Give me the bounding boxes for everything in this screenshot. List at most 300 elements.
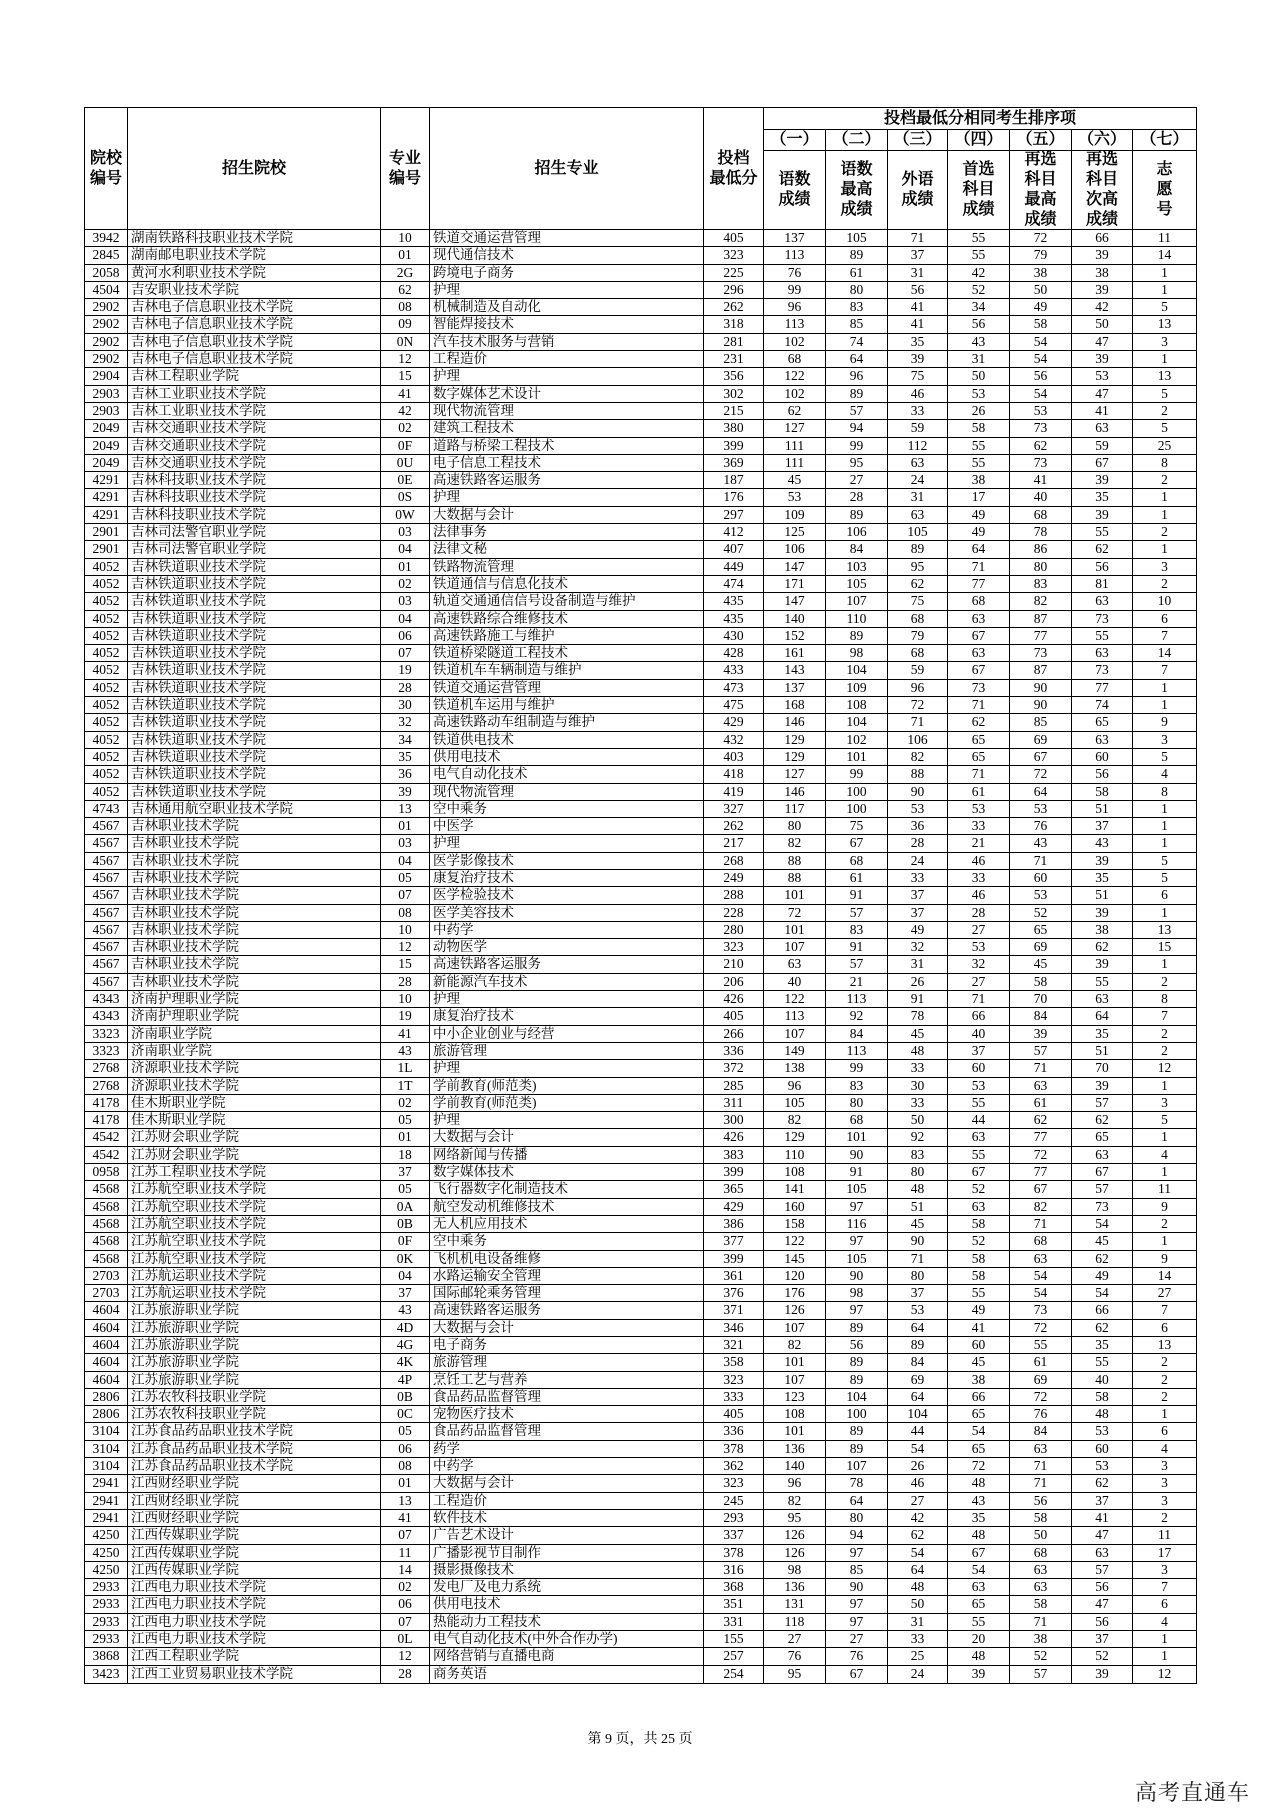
cell-school-name: 济南护理职业学院 <box>128 991 381 1008</box>
cell-major-code: 0C <box>381 1406 430 1423</box>
cell-school-code: 3423 <box>85 1666 128 1683</box>
cell-rank-4-score: 41 <box>948 1320 1010 1337</box>
cell-school-name: 黄河水利职业技术学院 <box>128 265 381 282</box>
cell-rank-5-score: 77 <box>1010 1129 1072 1146</box>
cell-rank-7-wish-number: 1 <box>1133 541 1196 558</box>
cell-rank-4-score: 67 <box>948 662 1010 679</box>
cell-school-name: 吉林工业职业技术学院 <box>128 386 381 403</box>
cell-rank-2-score: 97 <box>826 1545 888 1562</box>
cell-major-code: 41 <box>381 1026 430 1043</box>
cell-rank-6-score: 70 <box>1072 1060 1133 1077</box>
cell-rank-3-score: 25 <box>888 1648 948 1665</box>
cell-rank-3-score: 37 <box>888 1285 948 1302</box>
cell-rank-6-score: 73 <box>1072 1199 1133 1216</box>
cell-min-score: 371 <box>704 1302 764 1319</box>
header-school-code: 院校 编号 <box>85 108 128 230</box>
cell-rank-4-score: 44 <box>948 1112 1010 1129</box>
cell-rank-1-score: 140 <box>764 611 826 628</box>
cell-rank-2-score: 97 <box>826 1302 888 1319</box>
cell-rank-4-score: 39 <box>948 1666 1010 1683</box>
cell-rank-2-score: 91 <box>826 887 888 904</box>
cell-major-code: 1T <box>381 1078 430 1095</box>
cell-school-name: 吉林铁道职业技术学院 <box>128 611 381 628</box>
cell-min-score: 333 <box>704 1389 764 1406</box>
cell-rank-7-wish-number: 5 <box>1133 420 1196 437</box>
cell-rank-7-wish-number: 27 <box>1133 1285 1196 1302</box>
cell-rank-3-score: 68 <box>888 611 948 628</box>
cell-rank-1-score: 40 <box>764 974 826 991</box>
cell-major-code: 02 <box>381 1579 430 1596</box>
cell-school-code: 4604 <box>85 1302 128 1319</box>
cell-school-name: 吉林科技职业技术学院 <box>128 472 381 489</box>
cell-rank-4-score: 46 <box>948 887 1010 904</box>
cell-school-code: 2903 <box>85 386 128 403</box>
cell-rank-7-wish-number: 1 <box>1133 1078 1196 1095</box>
cell-rank-2-score: 97 <box>826 1614 888 1631</box>
cell-school-code: 4178 <box>85 1112 128 1129</box>
cell-rank-2-score: 85 <box>826 316 888 333</box>
cell-min-score: 432 <box>704 732 764 749</box>
cell-major-code: 01 <box>381 818 430 835</box>
cell-rank-4-score: 72 <box>948 1458 1010 1475</box>
cell-rank-4-score: 49 <box>948 524 1010 541</box>
cell-rank-7-wish-number: 1 <box>1133 801 1196 818</box>
cell-rank-7-wish-number: 5 <box>1133 749 1196 766</box>
cell-school-name: 吉林司法警官职业学院 <box>128 541 381 558</box>
cell-rank-2-score: 90 <box>826 1579 888 1596</box>
cell-school-name: 江西工业贸易职业技术学院 <box>128 1666 381 1683</box>
cell-rank-4-score: 55 <box>948 1095 1010 1112</box>
cell-rank-2-score: 85 <box>826 1562 888 1579</box>
cell-major-name: 高速铁路客运服务 <box>430 956 704 973</box>
cell-rank-5-score: 84 <box>1010 1423 1072 1440</box>
cell-rank-5-score: 86 <box>1010 541 1072 558</box>
cell-min-score: 449 <box>704 559 764 576</box>
cell-rank-6-score: 67 <box>1072 455 1133 472</box>
cell-major-code: 05 <box>381 1423 430 1440</box>
cell-rank-2-score: 68 <box>826 1112 888 1129</box>
header-tiebreak-title: 投档最低分相同考生排序项 <box>764 108 1196 130</box>
cell-rank-7-wish-number: 1 <box>1133 835 1196 852</box>
cell-rank-1-score: 147 <box>764 593 826 610</box>
cell-school-code: 4567 <box>85 887 128 904</box>
cell-min-score: 281 <box>704 334 764 351</box>
cell-school-name: 江苏食品药品职业技术学院 <box>128 1458 381 1475</box>
cell-rank-6-score: 74 <box>1072 697 1133 714</box>
cell-school-code: 2049 <box>85 420 128 437</box>
cell-major-code: 06 <box>381 1441 430 1458</box>
cell-min-score: 331 <box>704 1614 764 1631</box>
cell-rank-1-score: 82 <box>764 835 826 852</box>
cell-school-name: 江西电力职业技术学院 <box>128 1614 381 1631</box>
header-rank-4-label: 首选 科目 成绩 <box>948 151 1010 230</box>
cell-school-code: 4052 <box>85 576 128 593</box>
cell-rank-5-score: 82 <box>1010 1199 1072 1216</box>
cell-rank-6-score: 39 <box>1072 282 1133 299</box>
cell-major-code: 35 <box>381 749 430 766</box>
cell-rank-3-score: 33 <box>888 1095 948 1112</box>
cell-rank-3-score: 62 <box>888 576 948 593</box>
cell-rank-5-score: 68 <box>1010 1233 1072 1250</box>
cell-major-name: 食品药品监督管理 <box>430 1389 704 1406</box>
cell-rank-6-score: 51 <box>1072 887 1133 904</box>
cell-rank-7-wish-number: 2 <box>1133 1026 1196 1043</box>
cell-rank-3-score: 83 <box>888 1147 948 1164</box>
cell-rank-1-score: 168 <box>764 697 826 714</box>
cell-rank-3-score: 28 <box>888 835 948 852</box>
cell-major-name: 高速铁路客运服务 <box>430 1302 704 1319</box>
cell-major-name: 大数据与会计 <box>430 1320 704 1337</box>
cell-school-name: 吉林职业技术学院 <box>128 818 381 835</box>
cell-rank-3-score: 30 <box>888 1078 948 1095</box>
cell-rank-4-score: 21 <box>948 835 1010 852</box>
cell-min-score: 426 <box>704 991 764 1008</box>
cell-rank-6-score: 65 <box>1072 1129 1133 1146</box>
cell-school-name: 吉林职业技术学院 <box>128 835 381 852</box>
cell-rank-7-wish-number: 3 <box>1133 1475 1196 1492</box>
cell-school-code: 2703 <box>85 1268 128 1285</box>
cell-school-code: 4568 <box>85 1181 128 1198</box>
cell-rank-4-score: 32 <box>948 956 1010 973</box>
cell-major-code: 19 <box>381 662 430 679</box>
cell-rank-4-score: 63 <box>948 611 1010 628</box>
cell-rank-2-score: 83 <box>826 922 888 939</box>
cell-school-name: 济南护理职业学院 <box>128 1008 381 1025</box>
cell-rank-4-score: 48 <box>948 1527 1010 1544</box>
cell-rank-7-wish-number: 10 <box>1133 593 1196 610</box>
cell-rank-5-score: 50 <box>1010 1527 1072 1544</box>
cell-school-code: 4567 <box>85 922 128 939</box>
cell-rank-2-score: 90 <box>826 1147 888 1164</box>
cell-rank-7-wish-number: 2 <box>1133 1354 1196 1371</box>
cell-major-code: 0F <box>381 1233 430 1250</box>
cell-school-name: 吉林铁道职业技术学院 <box>128 732 381 749</box>
cell-rank-2-score: 57 <box>826 905 888 922</box>
cell-min-score: 228 <box>704 905 764 922</box>
cell-rank-3-score: 71 <box>888 230 948 247</box>
cell-rank-1-score: 82 <box>764 1493 826 1510</box>
cell-major-code: 4G <box>381 1337 430 1354</box>
cell-rank-6-score: 39 <box>1072 507 1133 524</box>
cell-rank-6-score: 48 <box>1072 1406 1133 1423</box>
cell-rank-7-wish-number: 11 <box>1133 1181 1196 1198</box>
cell-rank-6-score: 35 <box>1072 870 1133 887</box>
cell-school-code: 2768 <box>85 1060 128 1077</box>
cell-major-name: 铁道桥梁隧道工程技术 <box>430 645 704 662</box>
cell-rank-3-score: 37 <box>888 247 948 264</box>
header-min-score: 投档 最低分 <box>704 108 764 230</box>
cell-rank-1-score: 141 <box>764 1181 826 1198</box>
cell-major-name: 摄影摄像技术 <box>430 1562 704 1579</box>
cell-rank-3-score: 84 <box>888 1354 948 1371</box>
cell-min-score: 386 <box>704 1216 764 1233</box>
cell-rank-4-score: 49 <box>948 1302 1010 1319</box>
cell-rank-3-score: 50 <box>888 1596 948 1613</box>
cell-major-code: 4K <box>381 1354 430 1371</box>
cell-school-name: 吉林交通职业技术学院 <box>128 438 381 455</box>
cell-rank-5-score: 41 <box>1010 472 1072 489</box>
cell-rank-3-score: 69 <box>888 1372 948 1389</box>
cell-major-name: 机械制造及自动化 <box>430 299 704 316</box>
cell-rank-4-score: 46 <box>948 853 1010 870</box>
cell-school-code: 2806 <box>85 1389 128 1406</box>
cell-min-score: 187 <box>704 472 764 489</box>
cell-rank-5-score: 53 <box>1010 801 1072 818</box>
cell-rank-5-score: 56 <box>1010 1493 1072 1510</box>
cell-rank-1-score: 96 <box>764 1475 826 1492</box>
cell-rank-4-score: 63 <box>948 1579 1010 1596</box>
cell-rank-2-score: 100 <box>826 1406 888 1423</box>
cell-rank-1-score: 125 <box>764 524 826 541</box>
cell-min-score: 428 <box>704 645 764 662</box>
cell-rank-2-score: 107 <box>826 1458 888 1475</box>
cell-rank-6-score: 63 <box>1072 1545 1133 1562</box>
cell-school-code: 2941 <box>85 1510 128 1527</box>
cell-rank-1-score: 137 <box>764 680 826 697</box>
cell-major-code: 12 <box>381 939 430 956</box>
cell-rank-5-score: 58 <box>1010 1510 1072 1527</box>
cell-major-name: 学前教育(师范类) <box>430 1095 704 1112</box>
cell-rank-4-score: 31 <box>948 351 1010 368</box>
cell-major-name: 法律事务 <box>430 524 704 541</box>
cell-rank-4-score: 71 <box>948 766 1010 783</box>
cell-major-name: 商务英语 <box>430 1666 704 1683</box>
cell-school-name: 江西财经职业学院 <box>128 1510 381 1527</box>
cell-rank-1-score: 127 <box>764 766 826 783</box>
cell-rank-6-score: 57 <box>1072 1095 1133 1112</box>
cell-min-score: 336 <box>704 1423 764 1440</box>
cell-major-code: 43 <box>381 1043 430 1060</box>
cell-rank-6-score: 47 <box>1072 1596 1133 1613</box>
cell-major-code: 03 <box>381 593 430 610</box>
cell-school-code: 2703 <box>85 1285 128 1302</box>
cell-school-name: 济南职业学院 <box>128 1026 381 1043</box>
cell-min-score: 155 <box>704 1631 764 1648</box>
cell-rank-7-wish-number: 7 <box>1133 1302 1196 1319</box>
cell-rank-5-score: 45 <box>1010 956 1072 973</box>
cell-rank-5-score: 69 <box>1010 1372 1072 1389</box>
cell-major-name: 康复治疗技术 <box>430 870 704 887</box>
cell-min-score: 361 <box>704 1268 764 1285</box>
cell-major-name: 跨境电子商务 <box>430 265 704 282</box>
cell-rank-3-score: 45 <box>888 1216 948 1233</box>
cell-rank-5-score: 65 <box>1010 922 1072 939</box>
cell-rank-1-score: 136 <box>764 1441 826 1458</box>
cell-rank-6-score: 73 <box>1072 611 1133 628</box>
cell-major-code: 13 <box>381 1493 430 1510</box>
cell-major-code: 2G <box>381 265 430 282</box>
cell-school-name: 江苏工程职业技术学院 <box>128 1164 381 1181</box>
cell-major-name: 空中乘务 <box>430 1233 704 1250</box>
cell-min-score: 412 <box>704 524 764 541</box>
cell-rank-1-score: 131 <box>764 1596 826 1613</box>
cell-min-score: 372 <box>704 1060 764 1077</box>
cell-rank-7-wish-number: 15 <box>1133 939 1196 956</box>
cell-school-name: 吉林职业技术学院 <box>128 905 381 922</box>
cell-rank-1-score: 88 <box>764 870 826 887</box>
cell-rank-6-score: 65 <box>1072 714 1133 731</box>
cell-school-code: 0958 <box>85 1164 128 1181</box>
cell-school-code: 4567 <box>85 939 128 956</box>
cell-rank-1-score: 101 <box>764 922 826 939</box>
cell-rank-5-score: 71 <box>1010 853 1072 870</box>
cell-school-name: 吉林电子信息职业技术学院 <box>128 316 381 333</box>
cell-rank-7-wish-number: 1 <box>1133 282 1196 299</box>
cell-rank-5-score: 68 <box>1010 507 1072 524</box>
cell-major-name: 电气自动化技术(中外合作办学) <box>430 1631 704 1648</box>
cell-rank-2-score: 57 <box>826 403 888 420</box>
cell-rank-5-score: 71 <box>1010 1614 1072 1631</box>
cell-major-code: 28 <box>381 974 430 991</box>
cell-school-code: 4568 <box>85 1216 128 1233</box>
cell-rank-5-score: 52 <box>1010 1648 1072 1665</box>
cell-rank-1-score: 80 <box>764 818 826 835</box>
cell-major-code: 4P <box>381 1372 430 1389</box>
cell-school-name: 江苏航运职业技术学院 <box>128 1268 381 1285</box>
cell-rank-2-score: 27 <box>826 1631 888 1648</box>
cell-rank-6-score: 56 <box>1072 1579 1133 1596</box>
cell-rank-7-wish-number: 5 <box>1133 299 1196 316</box>
cell-rank-2-score: 80 <box>826 282 888 299</box>
cell-major-name: 动物医学 <box>430 939 704 956</box>
cell-rank-7-wish-number: 5 <box>1133 870 1196 887</box>
cell-rank-3-score: 54 <box>888 1545 948 1562</box>
cell-rank-6-score: 35 <box>1072 1337 1133 1354</box>
cell-major-name: 学前教育(师范类) <box>430 1078 704 1095</box>
cell-rank-3-score: 31 <box>888 265 948 282</box>
cell-school-code: 4542 <box>85 1129 128 1146</box>
cell-major-code: 04 <box>381 611 430 628</box>
cell-school-name: 江苏旅游职业学院 <box>128 1354 381 1371</box>
cell-school-name: 江西传媒职业学院 <box>128 1562 381 1579</box>
cell-rank-6-score: 59 <box>1072 438 1133 455</box>
cell-min-score: 225 <box>704 265 764 282</box>
cell-rank-6-score: 55 <box>1072 524 1133 541</box>
cell-rank-7-wish-number: 2 <box>1133 403 1196 420</box>
cell-major-code: 41 <box>381 1510 430 1527</box>
cell-school-name: 吉林职业技术学院 <box>128 870 381 887</box>
cell-school-name: 佳木斯职业学院 <box>128 1095 381 1112</box>
cell-major-code: 11 <box>381 1545 430 1562</box>
cell-rank-6-score: 57 <box>1072 1562 1133 1579</box>
cell-rank-1-score: 161 <box>764 645 826 662</box>
cell-major-code: 37 <box>381 1285 430 1302</box>
cell-rank-6-score: 39 <box>1072 1666 1133 1683</box>
cell-rank-7-wish-number: 17 <box>1133 1545 1196 1562</box>
cell-min-score: 429 <box>704 1199 764 1216</box>
cell-rank-1-score: 126 <box>764 1527 826 1544</box>
cell-rank-1-score: 96 <box>764 1078 826 1095</box>
cell-rank-1-score: 113 <box>764 247 826 264</box>
cell-rank-1-score: 137 <box>764 230 826 247</box>
cell-rank-1-score: 138 <box>764 1060 826 1077</box>
cell-rank-3-score: 33 <box>888 1631 948 1648</box>
cell-rank-3-score: 32 <box>888 939 948 956</box>
cell-school-name: 江西财经职业学院 <box>128 1475 381 1492</box>
cell-major-name: 建筑工程技术 <box>430 420 704 437</box>
cell-rank-7-wish-number: 11 <box>1133 1527 1196 1544</box>
cell-rank-5-score: 54 <box>1010 351 1072 368</box>
cell-rank-5-score: 57 <box>1010 1666 1072 1683</box>
cell-rank-7-wish-number: 13 <box>1133 368 1196 385</box>
cell-school-code: 4178 <box>85 1095 128 1112</box>
cell-rank-5-score: 73 <box>1010 1302 1072 1319</box>
cell-major-name: 医学影像技术 <box>430 853 704 870</box>
cell-school-code: 4567 <box>85 818 128 835</box>
cell-major-name: 康复治疗技术 <box>430 1008 704 1025</box>
cell-major-code: 0F <box>381 438 430 455</box>
cell-rank-7-wish-number: 4 <box>1133 1614 1196 1631</box>
cell-rank-4-score: 43 <box>948 334 1010 351</box>
cell-rank-7-wish-number: 7 <box>1133 1008 1196 1025</box>
cell-rank-4-score: 54 <box>948 1423 1010 1440</box>
header-rank-3-number: （三） <box>888 130 948 151</box>
cell-rank-1-score: 129 <box>764 1129 826 1146</box>
cell-school-code: 4052 <box>85 593 128 610</box>
cell-major-name: 护理 <box>430 1060 704 1077</box>
cell-rank-6-score: 66 <box>1072 230 1133 247</box>
cell-school-name: 江西电力职业技术学院 <box>128 1596 381 1613</box>
cell-school-name: 江苏旅游职业学院 <box>128 1302 381 1319</box>
cell-major-name: 中药学 <box>430 1458 704 1475</box>
cell-school-code: 4568 <box>85 1199 128 1216</box>
cell-school-code: 2845 <box>85 247 128 264</box>
cell-rank-1-score: 98 <box>764 1562 826 1579</box>
cell-rank-3-score: 33 <box>888 1060 948 1077</box>
cell-rank-6-score: 50 <box>1072 316 1133 333</box>
cell-rank-7-wish-number: 3 <box>1133 1095 1196 1112</box>
cell-major-name: 现代物流管理 <box>430 784 704 801</box>
cell-min-score: 262 <box>704 818 764 835</box>
cell-min-score: 474 <box>704 576 764 593</box>
cell-rank-3-score: 45 <box>888 1026 948 1043</box>
cell-school-name: 吉林交通职业技术学院 <box>128 455 381 472</box>
cell-min-score: 475 <box>704 697 764 714</box>
cell-rank-4-score: 34 <box>948 299 1010 316</box>
cell-rank-2-score: 89 <box>826 1372 888 1389</box>
cell-school-code: 4052 <box>85 662 128 679</box>
cell-rank-4-score: 43 <box>948 1493 1010 1510</box>
cell-rank-5-score: 76 <box>1010 818 1072 835</box>
cell-rank-3-score: 53 <box>888 1302 948 1319</box>
cell-rank-2-score: 67 <box>826 1666 888 1683</box>
cell-rank-5-score: 43 <box>1010 835 1072 852</box>
cell-rank-2-score: 83 <box>826 299 888 316</box>
cell-rank-5-score: 71 <box>1010 1475 1072 1492</box>
cell-rank-1-score: 53 <box>764 489 826 506</box>
cell-major-code: 18 <box>381 1147 430 1164</box>
cell-school-name: 吉林铁道职业技术学院 <box>128 714 381 731</box>
cell-min-score: 399 <box>704 438 764 455</box>
cell-rank-1-score: 110 <box>764 1147 826 1164</box>
cell-rank-2-score: 61 <box>826 870 888 887</box>
cell-rank-7-wish-number: 2 <box>1133 1216 1196 1233</box>
cell-rank-5-score: 63 <box>1010 1562 1072 1579</box>
cell-major-name: 航空发动机维修技术 <box>430 1199 704 1216</box>
cell-school-name: 吉林司法警官职业学院 <box>128 524 381 541</box>
cell-rank-2-score: 104 <box>826 662 888 679</box>
cell-school-name: 江西传媒职业学院 <box>128 1545 381 1562</box>
cell-rank-7-wish-number: 9 <box>1133 1251 1196 1268</box>
cell-rank-2-score: 89 <box>826 1441 888 1458</box>
cell-major-code: 10 <box>381 991 430 1008</box>
cell-rank-2-score: 28 <box>826 489 888 506</box>
cell-rank-4-score: 53 <box>948 386 1010 403</box>
cell-major-name: 高速铁路施工与维护 <box>430 628 704 645</box>
cell-rank-3-score: 104 <box>888 1406 948 1423</box>
cell-rank-6-score: 77 <box>1072 680 1133 697</box>
cell-min-score: 418 <box>704 766 764 783</box>
